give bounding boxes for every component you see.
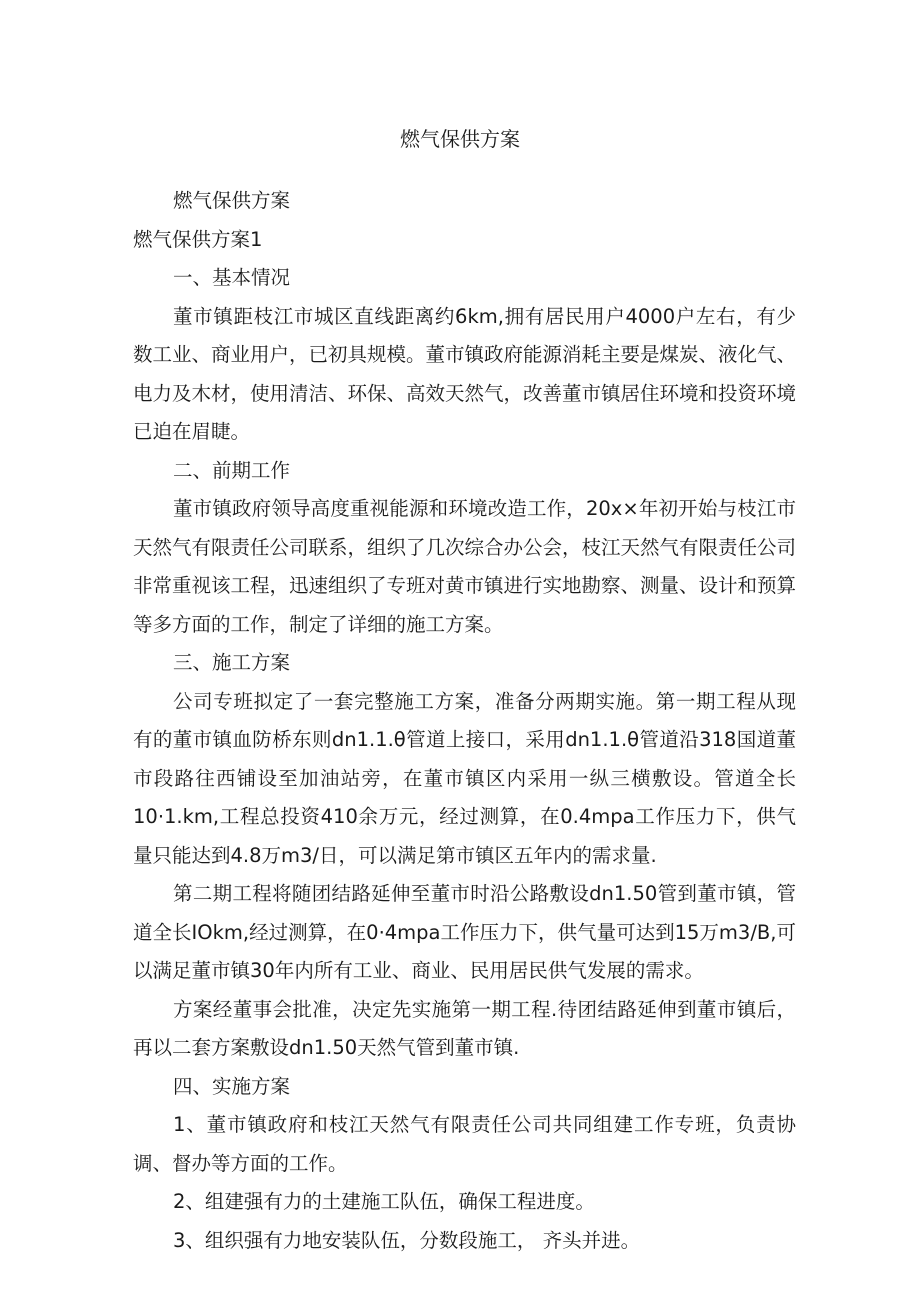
document-title: 燃气保供方案 xyxy=(400,127,520,151)
list-item-2: 2、组建强有力的土建施工队伍，确保工程进度。 xyxy=(173,1190,595,1213)
paragraph-phase-two: 第二期工程将随团结路延伸至董市时沿公路敷设dn1.50管到董市镇，管道全长IOkm,经过测算，在0·4mpa工作压力下，供气量可达到15万m3∕B,可以满足董市镇30年内所有工业、商业、民用居民供气发展的需求。 xyxy=(133,882,796,982)
section-heading-basic-situation: 一、基本情况 xyxy=(173,266,291,289)
paragraph-phase-one: 公司专班拟定了一套完整施工方案，准备分两期实施。第一期工程从现有的董市镇血防桥东则dn1.1.θ管道上接口，采用dn1.1.θ管道沿318国道董市段路往西铺设至加油站旁，在董市镇区内采用一纵三横敷设。管道全长10·1.km,工程总投资410余万元，经过测算，在0.4mpa工作压力下，供气量只能达到4.8万m3/日，可以满足第市镇区五年内的需求量. xyxy=(133,689,796,867)
list-item-1: 1、董市镇政府和枝江天然气有限责任公司共同组建工作专班，负责协调、督办等方面的工作。 xyxy=(133,1113,796,1175)
paragraph-subtitle: 燃气保供方案1 xyxy=(133,227,263,251)
section-heading-preliminary-work: 二、前期工作 xyxy=(173,458,291,482)
paragraph-basic-situation: 董市镇距枝江市城区直线距离约6km,拥有居民用户4000户左右，有少数工业、商业用户，已初具规模。董市镇政府能源消耗主要是煤炭、液化气、电力及木材，使用清洁、环保、高效天然气，改善董市镇居住环境和投资环境已迫在眉睫。 xyxy=(133,304,797,443)
paragraph-heading: 燃气保供方案 xyxy=(173,189,291,212)
section-heading-construction-plan: 三、施工方案 xyxy=(173,651,291,674)
paragraph-approval: 方案经董事会批准，决定先实施第一期工程.待团结路延伸到董市镇后，再以二套方案敷设dn1.50天然气管到董市镇. xyxy=(133,997,796,1059)
list-item-3: 3、组织强有力地安装队伍，分数段施工， 齐头并进。 xyxy=(173,1228,641,1252)
paragraph-preliminary-work: 董市镇政府领导高度重视能源和环境改造工作，20x×年初开始与枝江市天然气有限责任公司联系，组织了几次综合办公会，枝江天然气有限责任公司非常重视该工程，迅速组织了专班对黄市镇进行实地勘察、测量、设计和预算等多方面的工作，制定了详细的施工方案。 xyxy=(133,497,797,636)
section-heading-implementation: 四、实施方案 xyxy=(173,1074,291,1098)
document-body xyxy=(133,182,796,1260)
